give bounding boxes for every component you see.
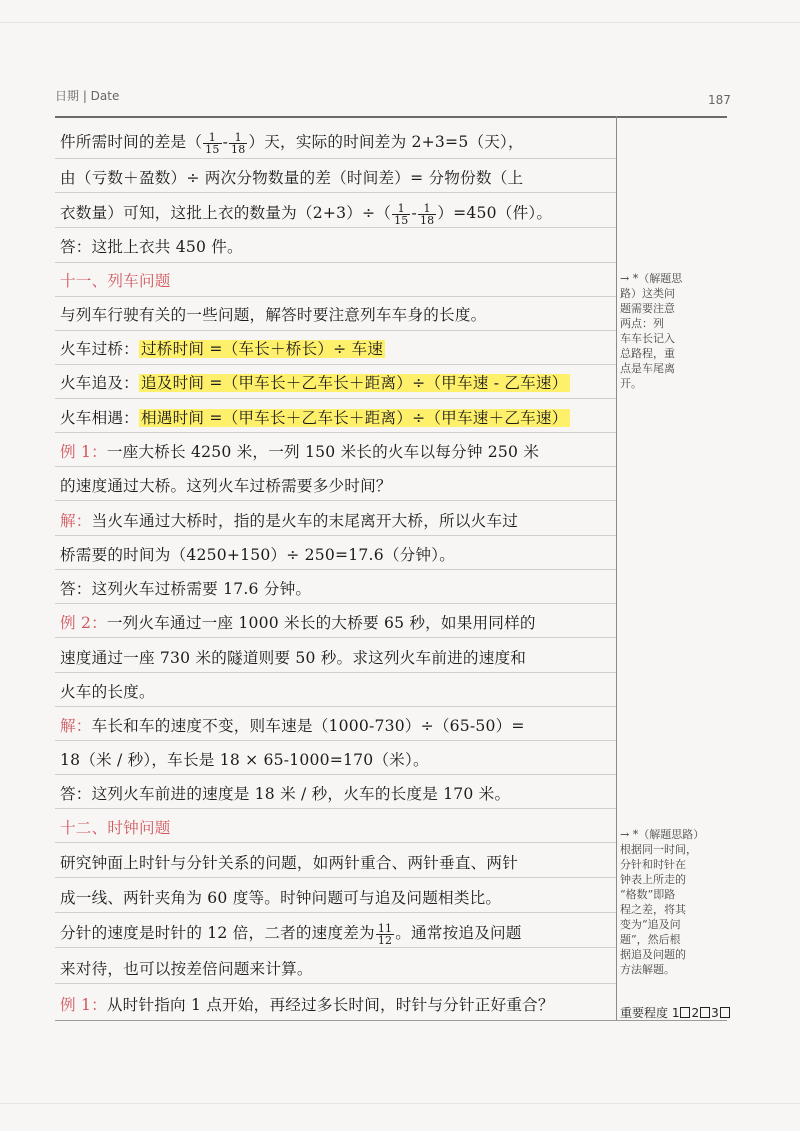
answer-line: 答：这列火车前进的速度是 18 米 / 秒，火车的长度是 170 米。 xyxy=(60,785,511,803)
section-title: 十二、时钟问题 xyxy=(60,819,171,837)
checkbox-2[interactable] xyxy=(700,1007,710,1018)
highlighted-formula: 追及时间 =（甲车长＋乙车长＋距离）÷（甲车速 - 乙车速） xyxy=(140,374,568,392)
note-line: 题”，然后根 xyxy=(620,933,681,946)
date-label: 日期 | Date xyxy=(55,89,120,103)
text-segment: 一座大桥长 4250 米，一列 150 米长的火车以每分钟 250 米 xyxy=(106,443,540,461)
checkbox-3[interactable] xyxy=(720,1007,730,1018)
text-segment: 分针的速度是时针的 12 倍，二者的速度差为 xyxy=(60,924,375,942)
note-line: 程之差，将其 xyxy=(620,903,686,916)
text-line: 的速度通过大桥。这列火车过桥需要多少时间？ xyxy=(60,477,392,495)
ruled-line xyxy=(55,947,616,948)
numerator: 11 xyxy=(377,921,393,935)
fraction xyxy=(418,203,436,226)
text-segment: 当火车通过大桥时，指的是火车的末尾离开大桥，所以火车过 xyxy=(91,512,519,530)
text-segment: ）=450（件）。 xyxy=(437,204,553,222)
text-segment: 件所需时间的差是（ xyxy=(60,133,203,151)
text-line xyxy=(60,441,612,463)
text-segment: 。通常按追及问题 xyxy=(395,924,522,942)
importance-level-2: 2 xyxy=(691,1006,700,1020)
note-line: → *（解题思路） xyxy=(620,828,705,841)
note-line: 根据同一时间， xyxy=(620,843,697,856)
note-line: “格数”即路 xyxy=(620,888,676,901)
margin-divider xyxy=(616,116,617,1021)
ruled-line xyxy=(55,569,616,570)
note-line: 总路程，重 xyxy=(620,347,675,360)
highlighted-formula: 相遇时间 =（甲车长＋乙车长＋距离）÷（甲车速＋乙车速） xyxy=(140,409,568,427)
note-line: 变为“追及问 xyxy=(620,918,681,931)
ruled-line xyxy=(55,432,616,433)
text-segment: ）天，实际的时间差为 2+3=5（天）， xyxy=(248,133,524,151)
formula-label: 火车追及： xyxy=(60,374,139,392)
note-line: 开。 xyxy=(620,377,642,390)
answer-line: 答：这批上衣共 450 件。 xyxy=(60,238,243,256)
text-line: 速度通过一座 730 米的隧道则要 50 秒。求这列火车前进的速度和 xyxy=(60,649,527,667)
formula-line xyxy=(60,372,612,394)
text-line: 桥需要的时间为（4250+150）÷ 250=17.6（分钟）。 xyxy=(60,546,455,564)
text-line xyxy=(60,202,612,226)
note-line: 路）这类问 xyxy=(620,287,675,300)
text-segment: 从时针指向 1 点开始，再经过多长时间，时针与分针正好重合？ xyxy=(106,996,554,1014)
ruled-line xyxy=(55,808,616,809)
formula-line xyxy=(60,407,612,429)
note-line: 车车长记入 xyxy=(620,332,675,345)
ruled-line xyxy=(55,296,616,297)
ruled-line xyxy=(55,466,616,467)
text-line: 成一线、两针夹角为 60 度等。时钟问题可与追及问题相类比。 xyxy=(60,889,502,907)
denominator: 18 xyxy=(419,213,435,227)
ruled-line xyxy=(55,774,616,775)
section-title: 十一、列车问题 xyxy=(60,272,171,290)
side-note-train xyxy=(620,271,732,391)
importance-label: 重要程度 xyxy=(620,1006,669,1020)
text-line: 来对待，也可以按差倍问题来计算。 xyxy=(60,960,313,978)
numerator: 1 xyxy=(203,132,221,144)
note-line: 钟表上所走的 xyxy=(620,873,686,886)
text-segment: 一列火车通过一座 1000 米长的大桥要 65 秒，如果用同样的 xyxy=(106,614,536,632)
page-number: 187 xyxy=(708,93,731,107)
ruled-line xyxy=(55,912,616,913)
example-label: 例 2： xyxy=(60,614,107,632)
text-line: 研究钟面上时针与分针关系的问题，如两针重合、两针垂直、两针 xyxy=(60,854,519,872)
numerator: 1 xyxy=(229,132,247,144)
ruled-line xyxy=(55,637,616,638)
ruled-line xyxy=(55,262,616,263)
note-line: 两点：列 xyxy=(620,317,664,330)
ruled-line xyxy=(55,227,616,228)
header-rule xyxy=(55,116,727,118)
numerator: 1 xyxy=(418,203,436,215)
importance-level-1: 1 xyxy=(671,1006,680,1020)
text-line xyxy=(60,510,612,532)
ruled-line xyxy=(55,192,616,193)
text-line: 火车的长度。 xyxy=(60,683,155,701)
numerator: 1 xyxy=(392,203,410,215)
ruled-line xyxy=(55,706,616,707)
formula-label: 火车过桥： xyxy=(60,340,139,358)
minus-sign: - xyxy=(411,204,417,222)
solution-label: 解： xyxy=(60,512,92,530)
ruled-line xyxy=(55,398,616,399)
note-line: 点是车尾离 xyxy=(620,362,675,375)
text-line xyxy=(60,922,612,946)
denominator: 12 xyxy=(377,933,393,947)
answer-line: 答：这列火车过桥需要 17.6 分钟。 xyxy=(60,580,312,598)
note-line: 分针和时针在 xyxy=(620,858,686,871)
text-line xyxy=(60,131,612,155)
denominator: 18 xyxy=(231,142,246,156)
ruled-line xyxy=(55,983,616,984)
denominator: 15 xyxy=(205,142,220,156)
example-label: 例 1： xyxy=(60,996,107,1014)
fraction xyxy=(376,923,394,946)
text-line: 与列车行驶有关的一些问题，解答时要注意列车车身的长度。 xyxy=(60,306,487,324)
scan-edge-bottom xyxy=(0,1103,800,1104)
checkbox-1[interactable] xyxy=(680,1007,690,1018)
text-line: 由（亏数＋盈数）÷ 两次分物数量的差（时间差）= 分物份数（上 xyxy=(60,169,524,187)
text-line xyxy=(60,994,612,1016)
ruled-line xyxy=(55,842,616,843)
ruled-line xyxy=(55,158,616,159)
text-line xyxy=(60,612,612,634)
note-line: 据追及问题的 xyxy=(620,948,686,961)
ruled-line xyxy=(55,672,616,673)
ruled-line xyxy=(55,500,616,501)
minus-sign: - xyxy=(222,133,229,151)
side-note-clock xyxy=(620,827,732,977)
text-segment: 车长和车的速度不变，则车速是（1000-730）÷（65-50）= xyxy=(91,717,525,735)
text-line: 18（米 / 秒），车长是 18 × 65-1000=170（米）。 xyxy=(60,751,429,769)
ruled-line xyxy=(55,330,616,331)
formula-label: 火车相遇： xyxy=(60,409,139,427)
note-line: 方法解题。 xyxy=(620,963,675,976)
formula-line xyxy=(60,338,612,360)
scan-edge-top xyxy=(0,22,800,23)
ruled-line xyxy=(55,603,616,604)
fraction xyxy=(203,132,221,155)
solution-label: 解： xyxy=(60,717,92,735)
ruled-line xyxy=(55,877,616,878)
note-line: → *（解题思 xyxy=(620,272,683,285)
importance-level-3: 3 xyxy=(711,1006,719,1020)
denominator: 15 xyxy=(394,213,409,227)
ruled-line xyxy=(55,535,616,536)
example-label: 例 1： xyxy=(60,443,107,461)
fraction xyxy=(229,132,247,155)
fraction xyxy=(392,203,410,226)
ruled-line xyxy=(55,364,616,365)
text-segment: 衣数量）可知，这批上衣的数量为（2+3）÷（ xyxy=(60,204,392,222)
highlighted-formula: 过桥时间 =（车长＋桥长）÷ 车速 xyxy=(140,340,384,358)
ruled-line xyxy=(55,740,616,741)
text-line xyxy=(60,715,612,737)
importance-rating xyxy=(620,1004,731,1021)
note-line: 题需要注意 xyxy=(620,302,675,315)
